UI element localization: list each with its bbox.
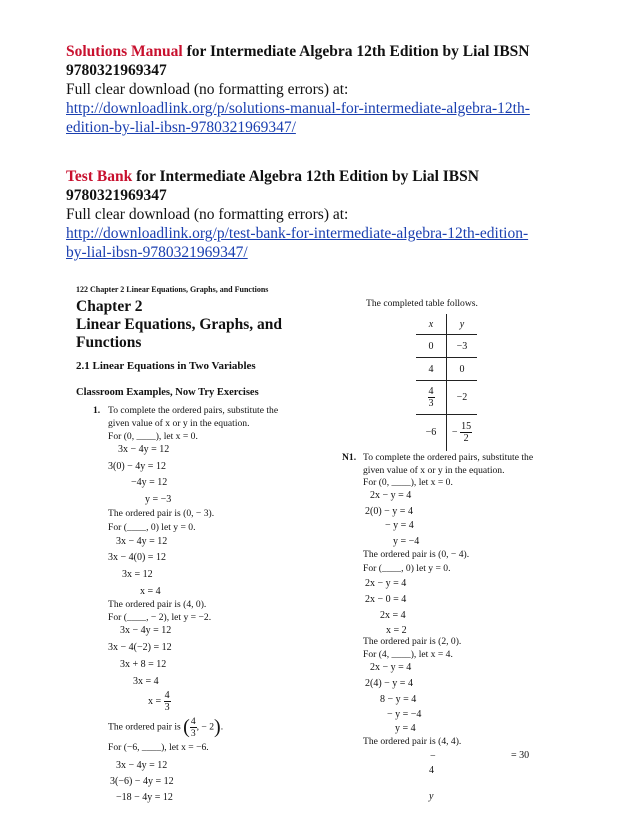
fraction-denominator: 2 — [463, 433, 469, 445]
fraction-denominator: 3 — [190, 728, 196, 739]
table-row — [416, 415, 477, 451]
solutions-manual-header — [66, 42, 566, 137]
equation: 2x = 4 — [380, 610, 406, 621]
fraction-numerator: 15 — [461, 421, 472, 433]
table-header-x: x — [416, 314, 447, 335]
equation: 3(0) − 4y = 12 — [108, 461, 166, 472]
equation: 3x − 4(0) = 12 — [108, 552, 166, 563]
equation: − y = −4 — [387, 709, 422, 720]
left-for-2: For (____, 0) let y = 0. — [108, 522, 196, 533]
test-bank-label: Test Bank — [66, 168, 133, 185]
table-caption: The completed table follows. — [366, 298, 478, 309]
equation: y = −4 — [393, 536, 420, 547]
sm-link-line1[interactable]: http://downloadlink.org/p/solutions-manual-for-intermediate-algebra-12th- — [66, 100, 530, 117]
solutions-manual-title — [66, 42, 566, 61]
left-result-2: The ordered pair is (4, 0). — [108, 599, 207, 610]
fraction — [190, 716, 197, 739]
left-paren: ( — [183, 716, 190, 738]
test-bank-title — [66, 167, 566, 186]
result-tail: , − 2 — [196, 721, 215, 733]
fraction-denominator: 3 — [164, 702, 170, 713]
tb-link-line2[interactable]: by-lial-ibsn-9780321969347/ — [66, 244, 248, 261]
left-for-4: For (−6, ____), let x = −6. — [108, 742, 209, 753]
tb-link-line1[interactable]: http://downloadlink.org/p/test-bank-for-intermediate-algebra-12th-edition- — [66, 225, 529, 242]
equation: 8 − y = 4 — [380, 694, 417, 705]
equation: 2x − y = 4 — [365, 578, 407, 589]
equation: −18 − 4y = 12 — [116, 792, 173, 803]
subsection-heading: Classroom Examples, Now Try Exercises — [76, 387, 259, 398]
stray-mark: y — [429, 791, 434, 802]
result-text: The ordered pair is — [108, 721, 181, 733]
table-header-y: y — [447, 314, 478, 335]
chapter-line1: Chapter 2 — [76, 298, 143, 315]
equation: x = 2 — [386, 625, 407, 636]
equation: 3x − 4y = 12 — [120, 625, 172, 636]
exercise-number: 1. — [93, 405, 101, 416]
chapter-line3: Functions — [76, 334, 142, 351]
equation: 2x − 0 = 4 — [365, 594, 407, 605]
fraction-numerator: 4 — [190, 716, 196, 727]
equation: 3x − 4y = 12 — [116, 760, 168, 771]
stray-mark: 4 — [429, 765, 434, 776]
table-row — [416, 381, 477, 415]
equation: 3x − 4(−2) = 12 — [108, 642, 172, 653]
stray-mark: = 30 — [511, 750, 530, 761]
tb-title-line1: for Intermediate Algebra 12th Edition by Lial IBSN — [132, 168, 479, 185]
equation: 3x − 4y = 12 — [118, 444, 170, 455]
table-cell-fraction: − $\frac{15}{2}$ — [451, 421, 472, 445]
left-intro-line2: given value of x or y in the equation. — [108, 418, 250, 429]
equation-fraction-row — [148, 690, 171, 713]
table-cell: −6 — [416, 415, 447, 451]
right-result-2: The ordered pair is (2, 0). — [363, 636, 462, 647]
solutions-manual-label: Solutions Manual — [66, 43, 183, 60]
right-paren: ) — [214, 716, 221, 738]
left-result-3: The ordered pair is ( $\frac{4}{3}$ , − 2). — [108, 716, 224, 739]
equation: −4y = 12 — [131, 477, 168, 488]
right-for-2: For (____, 0) let y = 0. — [363, 563, 451, 574]
sm-download-text: Full clear download (no formatting errors) at: — [66, 81, 349, 98]
sm-title-line2: 9780321969347 — [66, 62, 167, 79]
fraction-numerator: 4 — [164, 690, 170, 701]
equation: 3x + 8 = 12 — [120, 659, 167, 670]
right-result-1: The ordered pair is (0, − 4). — [363, 549, 470, 560]
equation: y = −3 — [145, 494, 172, 505]
right-intro-line1: To complete the ordered pairs, substitute the — [363, 452, 534, 463]
equation: 2(0) − y = 4 — [365, 506, 413, 517]
test-bank-header — [66, 167, 566, 262]
table-header-row — [416, 314, 477, 335]
table-cell: 4 — [416, 358, 447, 381]
left-for-3: For (____, − 2), let y = −2. — [108, 612, 212, 623]
sm-link-line2[interactable]: edition-by-lial-ibsn-9780321969347/ — [66, 119, 296, 136]
tb-title-line2: 9780321969347 — [66, 187, 167, 204]
tb-download-text: Full clear download (no formatting errors) at: — [66, 206, 349, 223]
values-table — [416, 314, 477, 451]
right-for-1: For (0, ____), let x = 0. — [363, 477, 453, 488]
equation: 2(4) − y = 4 — [365, 678, 413, 689]
left-for-1: For (0, ____), let x = 0. — [108, 431, 198, 442]
fraction — [460, 421, 472, 444]
equation: 3x − 4y = 12 — [116, 536, 168, 547]
exercise-number: N1. — [342, 452, 357, 463]
chapter-line2: Linear Equations, Graphs, and — [76, 316, 283, 333]
fraction — [428, 386, 435, 409]
table-cell: −2 — [447, 381, 478, 415]
fraction-denominator: 3 — [428, 398, 434, 409]
table-cell: −3 — [447, 335, 478, 358]
equation: x = — [148, 695, 162, 707]
equation: 3x = 4 — [133, 676, 159, 687]
right-result-3: The ordered pair is (4, 4). — [363, 736, 462, 747]
table-cell-fraction — [416, 381, 447, 415]
chapter-title — [76, 298, 282, 352]
sm-title-line1: for Intermediate Algebra 12th Edition by Lial IBSN — [182, 43, 530, 60]
equation: y = 4 — [395, 723, 416, 734]
fraction — [164, 690, 171, 713]
right-for-3: For (4, ____), let x = 4. — [363, 649, 453, 660]
left-intro-line1: To complete the ordered pairs, substitute the — [108, 405, 279, 416]
equation: x = 4 — [140, 586, 161, 597]
equation: 3x = 12 — [122, 569, 153, 580]
right-intro-line2: given value of x or y in the equation. — [363, 465, 505, 476]
table-cell: 0 — [416, 335, 447, 358]
equation: 2x − y = 4 — [370, 662, 412, 673]
equation: − y = 4 — [385, 520, 414, 531]
equation: 2x − y = 4 — [370, 490, 412, 501]
equation: 3(−6) − 4y = 12 — [110, 776, 174, 787]
table-cell: 0 — [447, 358, 478, 381]
section-heading: 2.1 Linear Equations in Two Variables — [76, 360, 256, 372]
table-row — [416, 358, 477, 381]
left-result-1: The ordered pair is (0, − 3). — [108, 508, 215, 519]
stray-mark: − — [430, 751, 436, 762]
fraction-numerator: 4 — [428, 386, 434, 397]
running-head: 122 Chapter 2 Linear Equations, Graphs, and Functions — [76, 285, 269, 294]
table-row — [416, 335, 477, 358]
